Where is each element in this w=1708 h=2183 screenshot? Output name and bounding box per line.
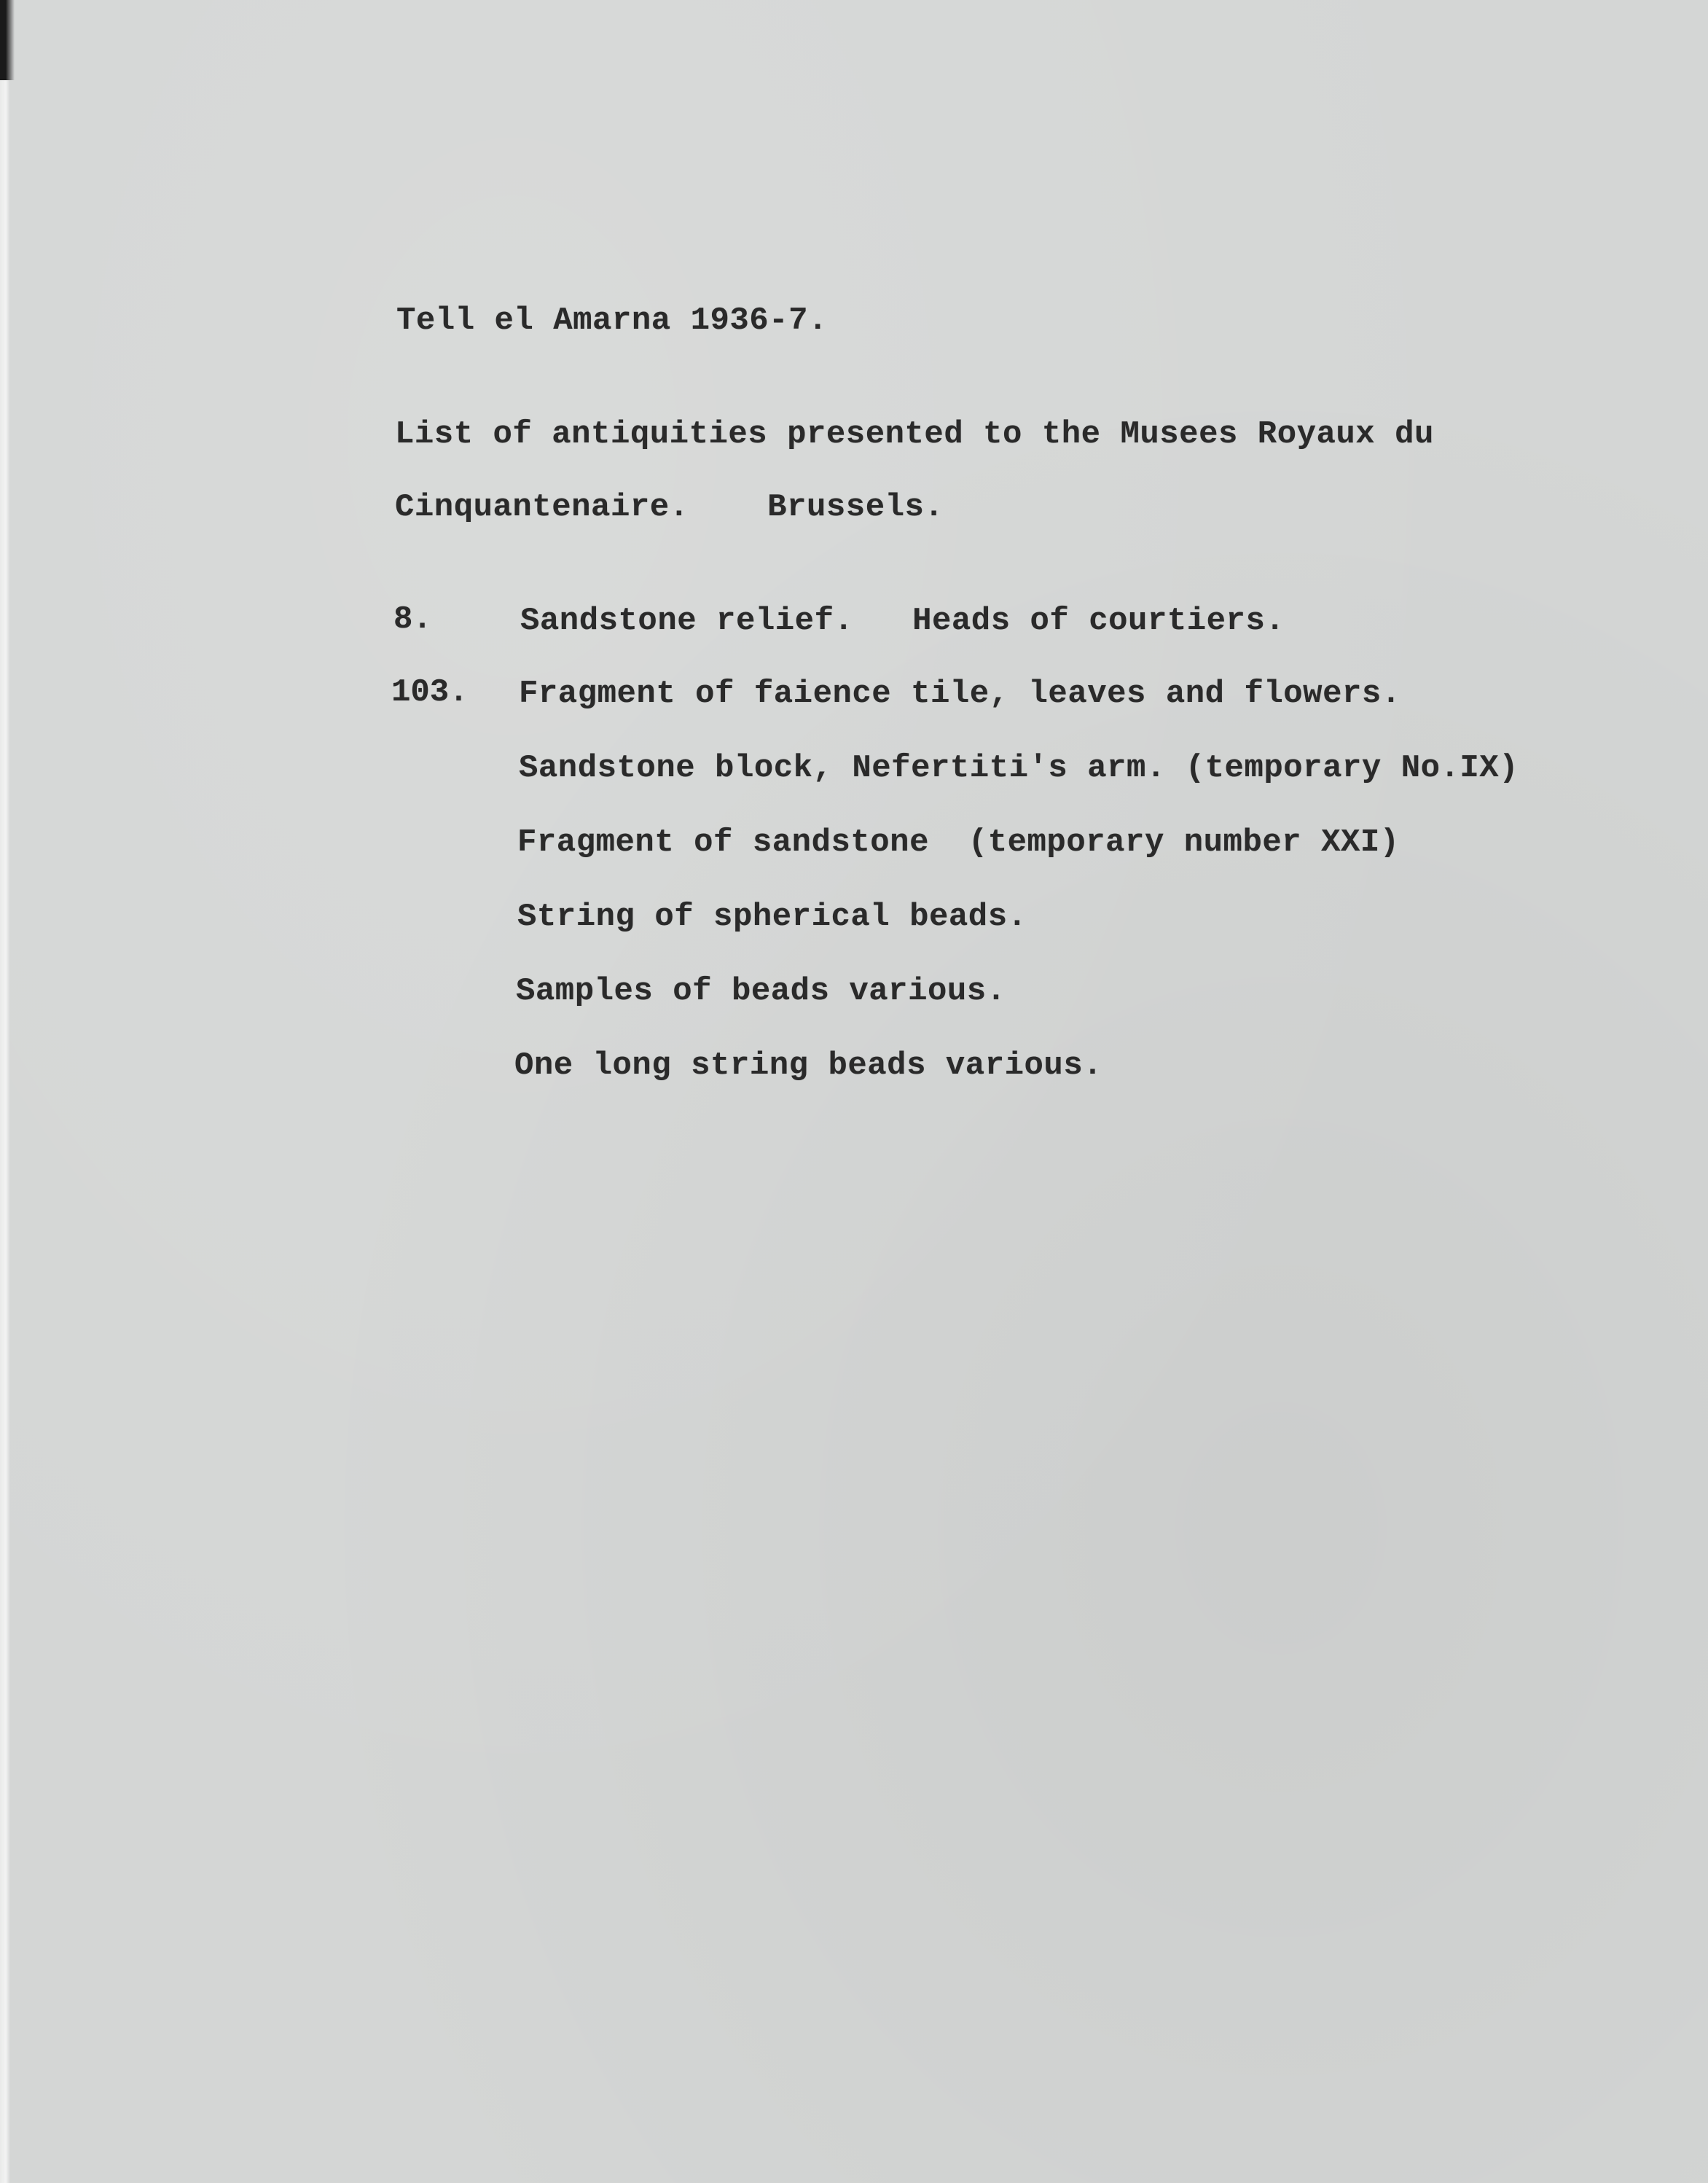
scan-corner-shadow xyxy=(0,0,15,80)
item-number: 8. xyxy=(393,601,432,638)
document-title: Tell el Amarna 1936-7. xyxy=(396,302,828,339)
item-description: Samples of beads various. xyxy=(516,973,1006,1010)
intro-line-2: Cinquantenaire. Brussels. xyxy=(395,489,944,526)
intro-line-1: List of antiquities presented to the Musees Royaux du xyxy=(395,416,1434,453)
item-description: One long string beads various. xyxy=(514,1047,1103,1084)
paper-left-edge xyxy=(0,0,10,2183)
item-number: 103. xyxy=(391,674,469,711)
item-description: Fragment of sandstone (temporary number XXI) xyxy=(517,824,1400,861)
item-description: Sandstone block, Nefertiti's arm. (temporary No.IX) xyxy=(519,750,1519,786)
item-description: Sandstone relief. Heads of courtiers. xyxy=(520,603,1285,639)
item-description: Fragment of faience tile, leaves and flowers. xyxy=(519,676,1401,712)
item-description: String of spherical beads. xyxy=(517,899,1027,935)
